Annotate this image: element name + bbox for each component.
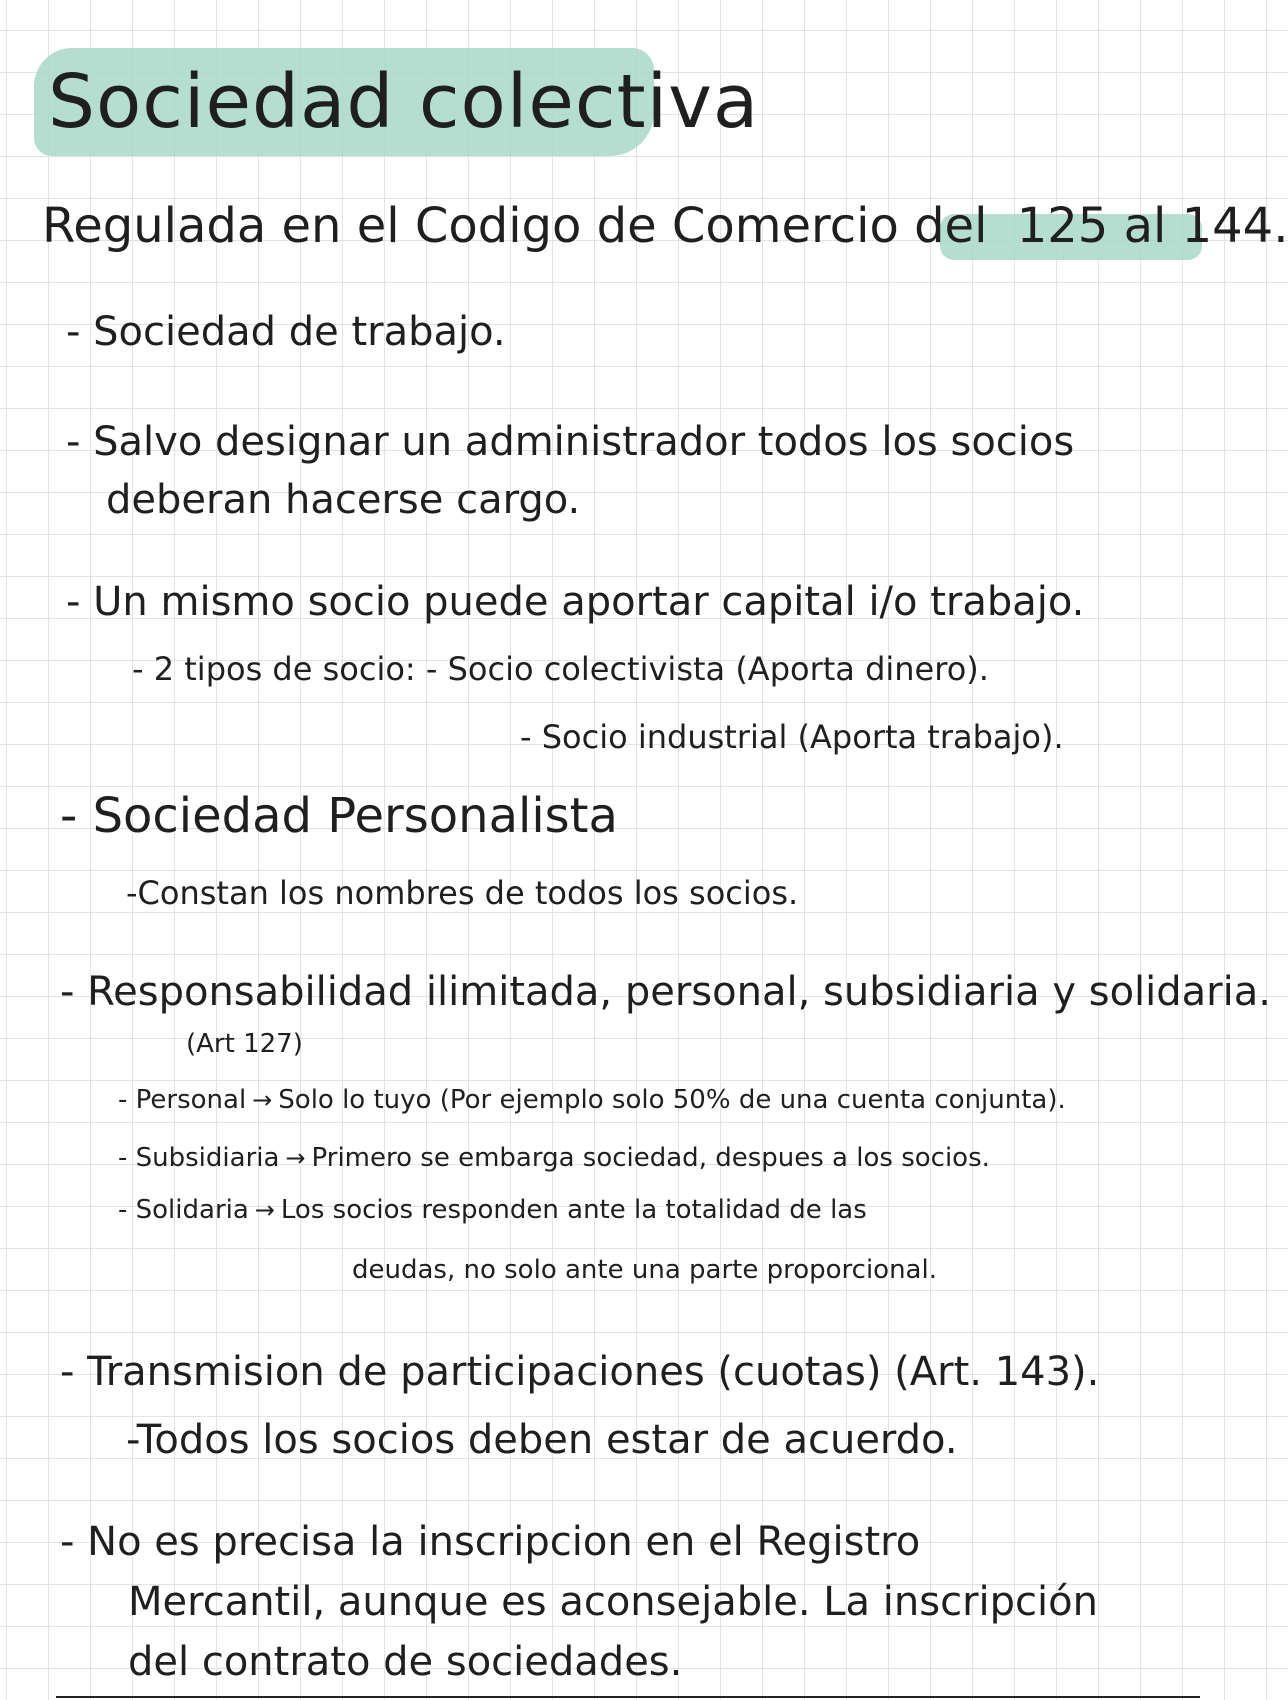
note-line: - Socio industrial (Aporta trabajo). (520, 718, 1064, 756)
note-line: -Constan los nombres de todos los socios. (126, 874, 799, 912)
note-line: - No es precisa la inscripcion en el Registro (60, 1519, 921, 1565)
note-line: - Responsabilidad ilimitada, personal, subsidiaria y solidaria. (60, 969, 1271, 1015)
arrow-right-icon: → (285, 1144, 306, 1172)
bottom-divider (56, 1696, 1200, 1698)
page-title: Sociedad colectiva (48, 59, 760, 145)
intro-text: Regulada en el Codigo de Comercio del (42, 198, 988, 254)
intro-line (42, 200, 1288, 253)
note-line: del contrato de sociedades. (128, 1639, 683, 1685)
term-desc: Solo lo tuyo (Por ejemplo solo 50% de una cuenta conjunta). (278, 1085, 1066, 1115)
note-line: - Salvo designar un administrador todos los socios (66, 419, 1075, 465)
responsabilidad-item (118, 1144, 990, 1173)
note-line: deberan hacerse cargo. (106, 477, 581, 523)
intro-range: 125 al 144. (1016, 198, 1288, 254)
note-line: Mercantil, aunque es aconsejable. La inscripción (128, 1579, 1098, 1625)
responsabilidad-item (118, 1196, 867, 1225)
note-line: - Sociedad Personalista (60, 788, 618, 844)
note-line: - Transmision de participaciones (cuotas) (Art. 143). (60, 1349, 1100, 1395)
term-label: - Personal (118, 1085, 247, 1115)
term-desc: Primero se embarga sociedad, despues a los socios. (311, 1143, 990, 1173)
note-line: deudas, no solo ante una parte proporcional. (352, 1255, 937, 1285)
responsabilidad-item (118, 1086, 1066, 1115)
note-line: - Sociedad de trabajo. (66, 309, 506, 355)
arrow-right-icon: → (252, 1086, 273, 1114)
note-line: - Un mismo socio puede aportar capital i/o trabajo. (66, 579, 1085, 625)
arrow-right-icon: → (254, 1196, 275, 1224)
note-line: - 2 tipos de socio: - Socio colectivista (Aporta dinero). (132, 650, 989, 688)
note-line: (Art 127) (186, 1029, 303, 1059)
note-line: -Todos los socios deben estar de acuerdo. (126, 1417, 958, 1463)
term-label: - Solidaria (118, 1195, 249, 1225)
term-desc: Los socios responden ante la totalidad de las (280, 1195, 867, 1225)
term-label: - Subsidiaria (118, 1143, 280, 1173)
